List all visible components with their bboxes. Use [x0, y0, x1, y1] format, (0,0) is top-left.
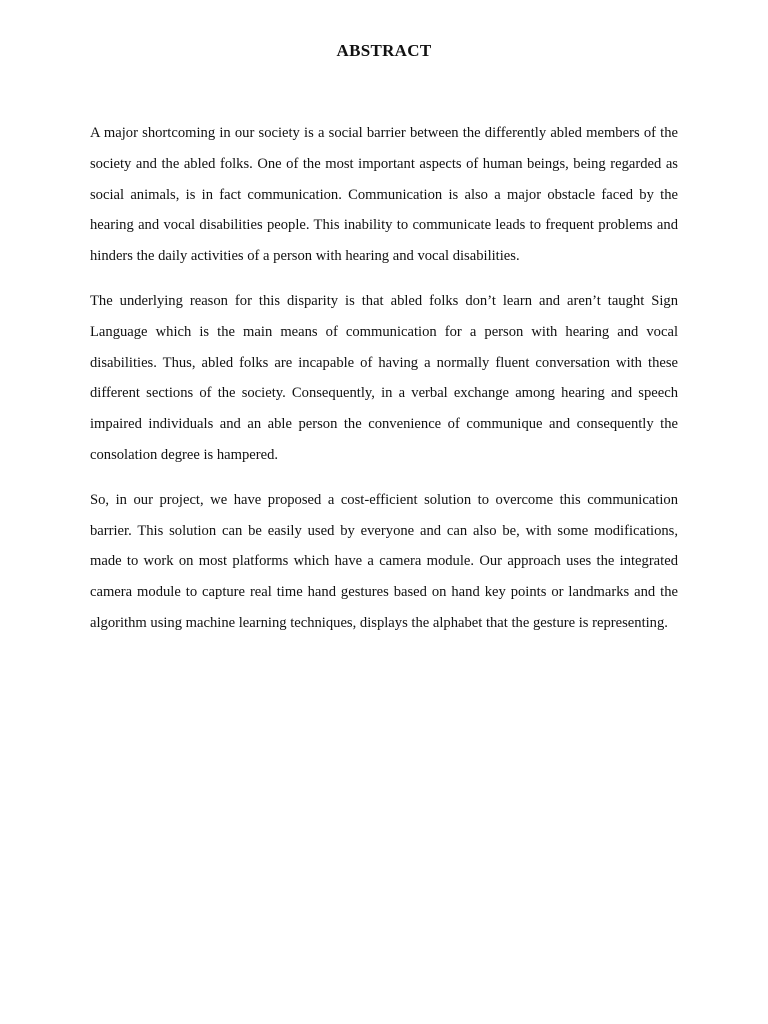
- page-title: ABSTRACT: [336, 41, 432, 60]
- abstract-paragraph-2: The underlying reason for this disparity is that abled folks don’t learn and aren’t taught Sign Language which is the main means of communication for a person with hearing and vocal disabilities. Thus, abled folks are incapable of having a normally fluent conversation with these different sections of the society. Consequently, in a verbal exchange among hearing and speech impaired individuals and an able person the convenience of communique and consequently the consolation degree is hampered.: [90, 292, 678, 463]
- abstract-paragraph-1: A major shortcoming in our society is a social barrier between the differently abled members of the society and the abled folks. One of the most important aspects of human beings, being regarded as social animals, is in fact communication. Communication is also a major obstacle faced by the hearing and vocal disabilities people. This inability to communicate leads to frequent problems and hinders the daily activities of a person with hearing and vocal disabilities.: [90, 125, 678, 265]
- abstract-paragraph-3: So, in our project, we have proposed a cost-efficient solution to overcome this communication barrier. This solution can be easily used by everyone and can also be, with some modifications, made to work on most platforms which have a camera module. Our approach uses the integrated camera module to capture real time hand gestures based on hand key points or landmarks and the algorithm using machine learning techniques, displays the alphabet that the gesture is representing.: [90, 491, 678, 631]
- abstract-body: [90, 118, 678, 653]
